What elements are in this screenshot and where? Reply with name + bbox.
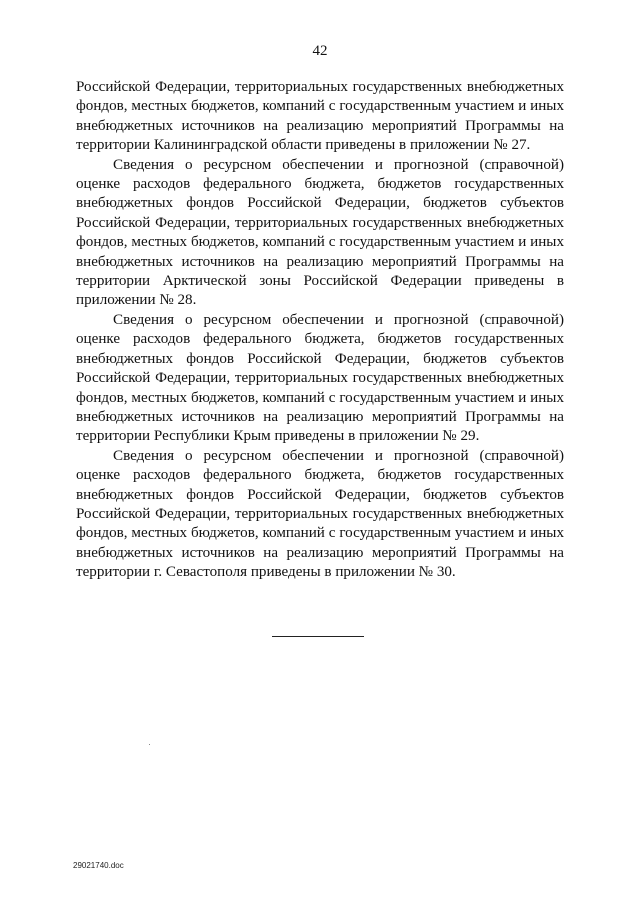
page-number: 42 [312, 43, 328, 59]
end-of-text-divider [272, 636, 364, 637]
paragraph-continuation-kaliningrad: Российской Федерации, территориальных государственных внебюджетных фондов, местных бюджетов, компаний с государственным участием и иных внебюджетных источников на реализацию мероприятий Программы на территории Калининградской области приведены в приложении № 27. [76, 79, 564, 154]
document-body [76, 78, 564, 583]
paragraph-arctic-zone: Сведения о ресурсном обеспечении и прогнозной (справочной) оценке расходов федерального бюджета, бюджетов государственных внебюджетных фондов Российской Федерации, бюджетов субъектов Российской Федерации, территориальных государственных внебюджетных фондов, местных бюджетов, компаний с государственным участием и иных внебюджетных источников на реализацию мероприятий Программы на территории Арктической зоны Российской Федерации приведены в приложении № 28. [76, 156, 564, 309]
footer-filename: 29021740.doc [73, 861, 124, 870]
paragraph-republic-crimea: Сведения о ресурсном обеспечении и прогнозной (справочной) оценке расходов федерального бюджета, бюджетов государственных внебюджетных фондов Российской Федерации, бюджетов субъектов Российской Федерации, территориальных государственных внебюджетных фондов, местных бюджетов, компаний с государственным участием и иных внебюджетных источников на реализацию мероприятий Программы на территории Республики Крым приведены в приложении № 29. [76, 311, 564, 445]
scan-speck [149, 744, 150, 745]
paragraph-sevastopol: Сведения о ресурсном обеспечении и прогнозной (справочной) оценке расходов федерального бюджета, бюджетов государственных внебюджетных фондов Российской Федерации, бюджетов субъектов Российской Федерации, территориальных государственных внебюджетных фондов, местных бюджетов, компаний с государственным участием и иных внебюджетных источников на реализацию мероприятий Программы на территории г. Севастополя приведены в приложении № 30. [76, 447, 564, 581]
